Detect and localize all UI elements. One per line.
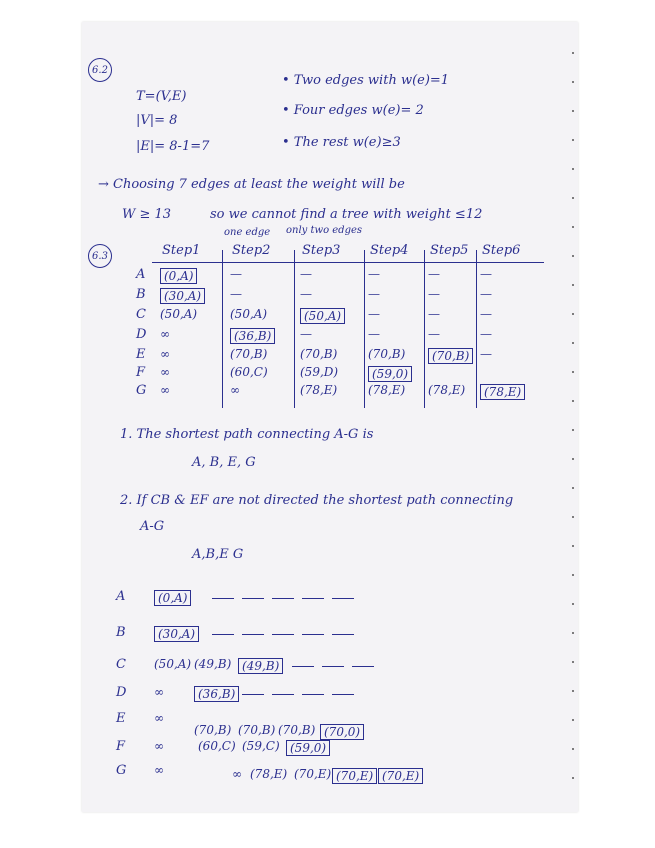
margin-dot [572, 197, 574, 199]
table2-cell: (49,B) [194, 657, 232, 671]
table-cell: (70,B) [428, 348, 473, 364]
table-cell: ∞ [160, 383, 170, 397]
table-row-node: F [136, 365, 146, 380]
table2-e-value: (70,B) [278, 723, 316, 737]
table2-g-value: (70,E) [332, 768, 377, 784]
weight-bound: W ≥ 13 [122, 207, 172, 222]
table-header-step: Step3 [302, 243, 341, 258]
table-cell: (60,C) [230, 365, 268, 379]
table2-g-value: (70,E) [378, 768, 423, 784]
table-cell: (36,B) [230, 328, 275, 344]
answer2-question: 2. If CB & EF are not directed the shortest path connecting [120, 493, 514, 508]
table-header-step: Step2 [232, 243, 271, 258]
empty-step-dash [272, 634, 294, 635]
empty-step-dash [212, 634, 234, 635]
empty-step-dash [302, 634, 324, 635]
edge-count: |E|= 8-1=7 [136, 139, 210, 154]
empty-step-dash [242, 694, 264, 695]
table-cell: — [230, 267, 242, 281]
table2-cell: ∞ [154, 763, 164, 777]
margin-dot [572, 603, 574, 605]
two-edges-note: • Two edges with w(e)=1 [282, 73, 450, 88]
margin-dot [572, 516, 574, 518]
margin-dot [572, 632, 574, 634]
table-header-step: Step6 [482, 243, 521, 258]
answer2-question-cont: A-G [140, 519, 165, 534]
table-cell: — [428, 327, 440, 341]
rest-edges-note: • The rest w(e)≥3 [282, 135, 401, 150]
margin-dot [572, 574, 574, 576]
table2-e-value: (70,B) [194, 723, 232, 737]
table2-row-node: A [116, 589, 126, 604]
problem-label-6-3: 6.3 [88, 244, 112, 268]
table-column-divider [294, 250, 295, 408]
empty-step-dash [332, 694, 354, 695]
table-cell: — [300, 287, 312, 301]
margin-dot [572, 777, 574, 779]
margin-dot [572, 487, 574, 489]
table-cell: (78,E) [368, 383, 406, 397]
margin-dot [572, 168, 574, 170]
four-edges-note: • Four edges w(e)= 2 [282, 103, 424, 118]
table-cell: ∞ [160, 347, 170, 361]
table-cell: (78,E) [428, 383, 466, 397]
table-cell: (59,D) [300, 365, 339, 379]
table-cell: (78,E) [300, 383, 338, 397]
table-cell: (50,A) [230, 307, 268, 321]
table2-cell: (30,A) [154, 626, 199, 642]
table-cell: (50,A) [160, 307, 198, 321]
table2-cell: ∞ [154, 739, 164, 753]
table2-cell: (49,B) [238, 658, 283, 674]
table-cell: ∞ [160, 327, 170, 341]
table-cell: — [368, 267, 380, 281]
table-cell: — [368, 287, 380, 301]
problem-label-6-2: 6.2 [88, 58, 112, 82]
empty-step-dash [332, 634, 354, 635]
empty-step-dash [302, 694, 324, 695]
table-cell: — [300, 267, 312, 281]
table2-cell: (50,A) [154, 657, 192, 671]
table-cell: — [480, 327, 492, 341]
table2-cell: (59,0) [286, 740, 330, 756]
table-row-node: D [136, 327, 147, 342]
margin-dot [572, 545, 574, 547]
table-cell: — [428, 307, 440, 321]
table-row-node: C [136, 307, 146, 322]
table-row-node: B [136, 287, 146, 302]
table2-row-node: G [116, 763, 127, 778]
table-cell: — [480, 347, 492, 361]
table-header-step: Step5 [430, 243, 469, 258]
table-cell: — [368, 307, 380, 321]
table2-g-value: (70,E) [294, 767, 332, 781]
table-cell: (59,0) [368, 366, 412, 382]
table-cell: (30,A) [160, 288, 205, 304]
margin-dot [572, 139, 574, 141]
empty-step-dash [292, 666, 314, 667]
table-cell: — [368, 327, 380, 341]
margin-dot [572, 81, 574, 83]
tree-definition: T=(V,E) [136, 89, 187, 104]
table-cell: ∞ [230, 383, 240, 397]
empty-step-dash [322, 666, 344, 667]
empty-step-dash [242, 634, 264, 635]
table-cell: (78,E) [480, 384, 525, 400]
empty-step-dash [272, 694, 294, 695]
vertex-count: |V|= 8 [136, 113, 178, 128]
margin-dot [572, 458, 574, 460]
margin-dot [572, 748, 574, 750]
table2-g-value: (78,E) [250, 767, 288, 781]
table-column-divider [222, 250, 223, 408]
margin-dot [572, 429, 574, 431]
empty-step-dash [272, 598, 294, 599]
margin-dot [572, 342, 574, 344]
table2-cell: ∞ [154, 685, 164, 699]
table2-row-node: D [116, 685, 127, 700]
table-cell: — [480, 307, 492, 321]
table-cell: — [230, 287, 242, 301]
table2-cell: ∞ [154, 711, 164, 725]
empty-step-dash [332, 598, 354, 599]
table2-e-value: (70,B) [238, 723, 276, 737]
table-cell: — [480, 267, 492, 281]
table2-row-node: B [116, 625, 126, 640]
table-cell: (70,B) [368, 347, 406, 361]
empty-step-dash [302, 598, 324, 599]
table2-row-node: E [116, 711, 126, 726]
table2-cell: (36,B) [194, 686, 239, 702]
table-cell: — [300, 327, 312, 341]
annotation-only-two: only two edges [286, 225, 363, 236]
table-header-step: Step4 [370, 243, 409, 258]
choosing-sentence: → Choosing 7 edges at least the weight will be [98, 177, 405, 192]
margin-dot [572, 284, 574, 286]
table-cell: — [428, 287, 440, 301]
margin-dot [572, 371, 574, 373]
margin-dot [572, 719, 574, 721]
empty-step-dash [212, 598, 234, 599]
margin-dot [572, 226, 574, 228]
table-row-node: A [136, 267, 146, 282]
table-row-node: E [136, 347, 146, 362]
margin-dot [572, 255, 574, 257]
notebook-page [82, 22, 578, 812]
table-cell: — [480, 287, 492, 301]
answer2-path: A,B,E G [192, 547, 244, 562]
table-column-divider [364, 250, 365, 408]
table-column-divider [476, 250, 477, 408]
margin-dot [572, 52, 574, 54]
margin-dot [572, 400, 574, 402]
table-cell: (70,B) [230, 347, 268, 361]
conclusion-sentence: so we cannot find a tree with weight ≤12 [210, 207, 483, 222]
answer1-question: 1. The shortest path connecting A-G is [120, 427, 374, 442]
table2-e-value: (70,0) [320, 724, 364, 740]
table2-row-node: F [116, 739, 126, 754]
table-cell: ∞ [160, 365, 170, 379]
table-cell: (0,A) [160, 268, 197, 284]
table-row-node: G [136, 383, 147, 398]
margin-dot [572, 313, 574, 315]
margin-dot [572, 110, 574, 112]
table2-g-value: ∞ [232, 767, 242, 781]
table2-cell: (59,C) [242, 739, 280, 753]
margin-dot [572, 661, 574, 663]
table-header-step: Step1 [162, 243, 201, 258]
table-header-rule [152, 262, 544, 263]
table-cell: (70,B) [300, 347, 338, 361]
table-column-divider [424, 250, 425, 408]
margin-dot [572, 690, 574, 692]
table2-cell: (60,C) [198, 739, 236, 753]
table-cell: — [428, 267, 440, 281]
table2-row-node: C [116, 657, 126, 672]
annotation-one-edge: one edge [224, 227, 271, 238]
table2-cell: (0,A) [154, 590, 191, 606]
empty-step-dash [242, 598, 264, 599]
empty-step-dash [352, 666, 374, 667]
table-cell: (50,A) [300, 308, 345, 324]
answer1-path: A, B, E, G [192, 455, 256, 470]
